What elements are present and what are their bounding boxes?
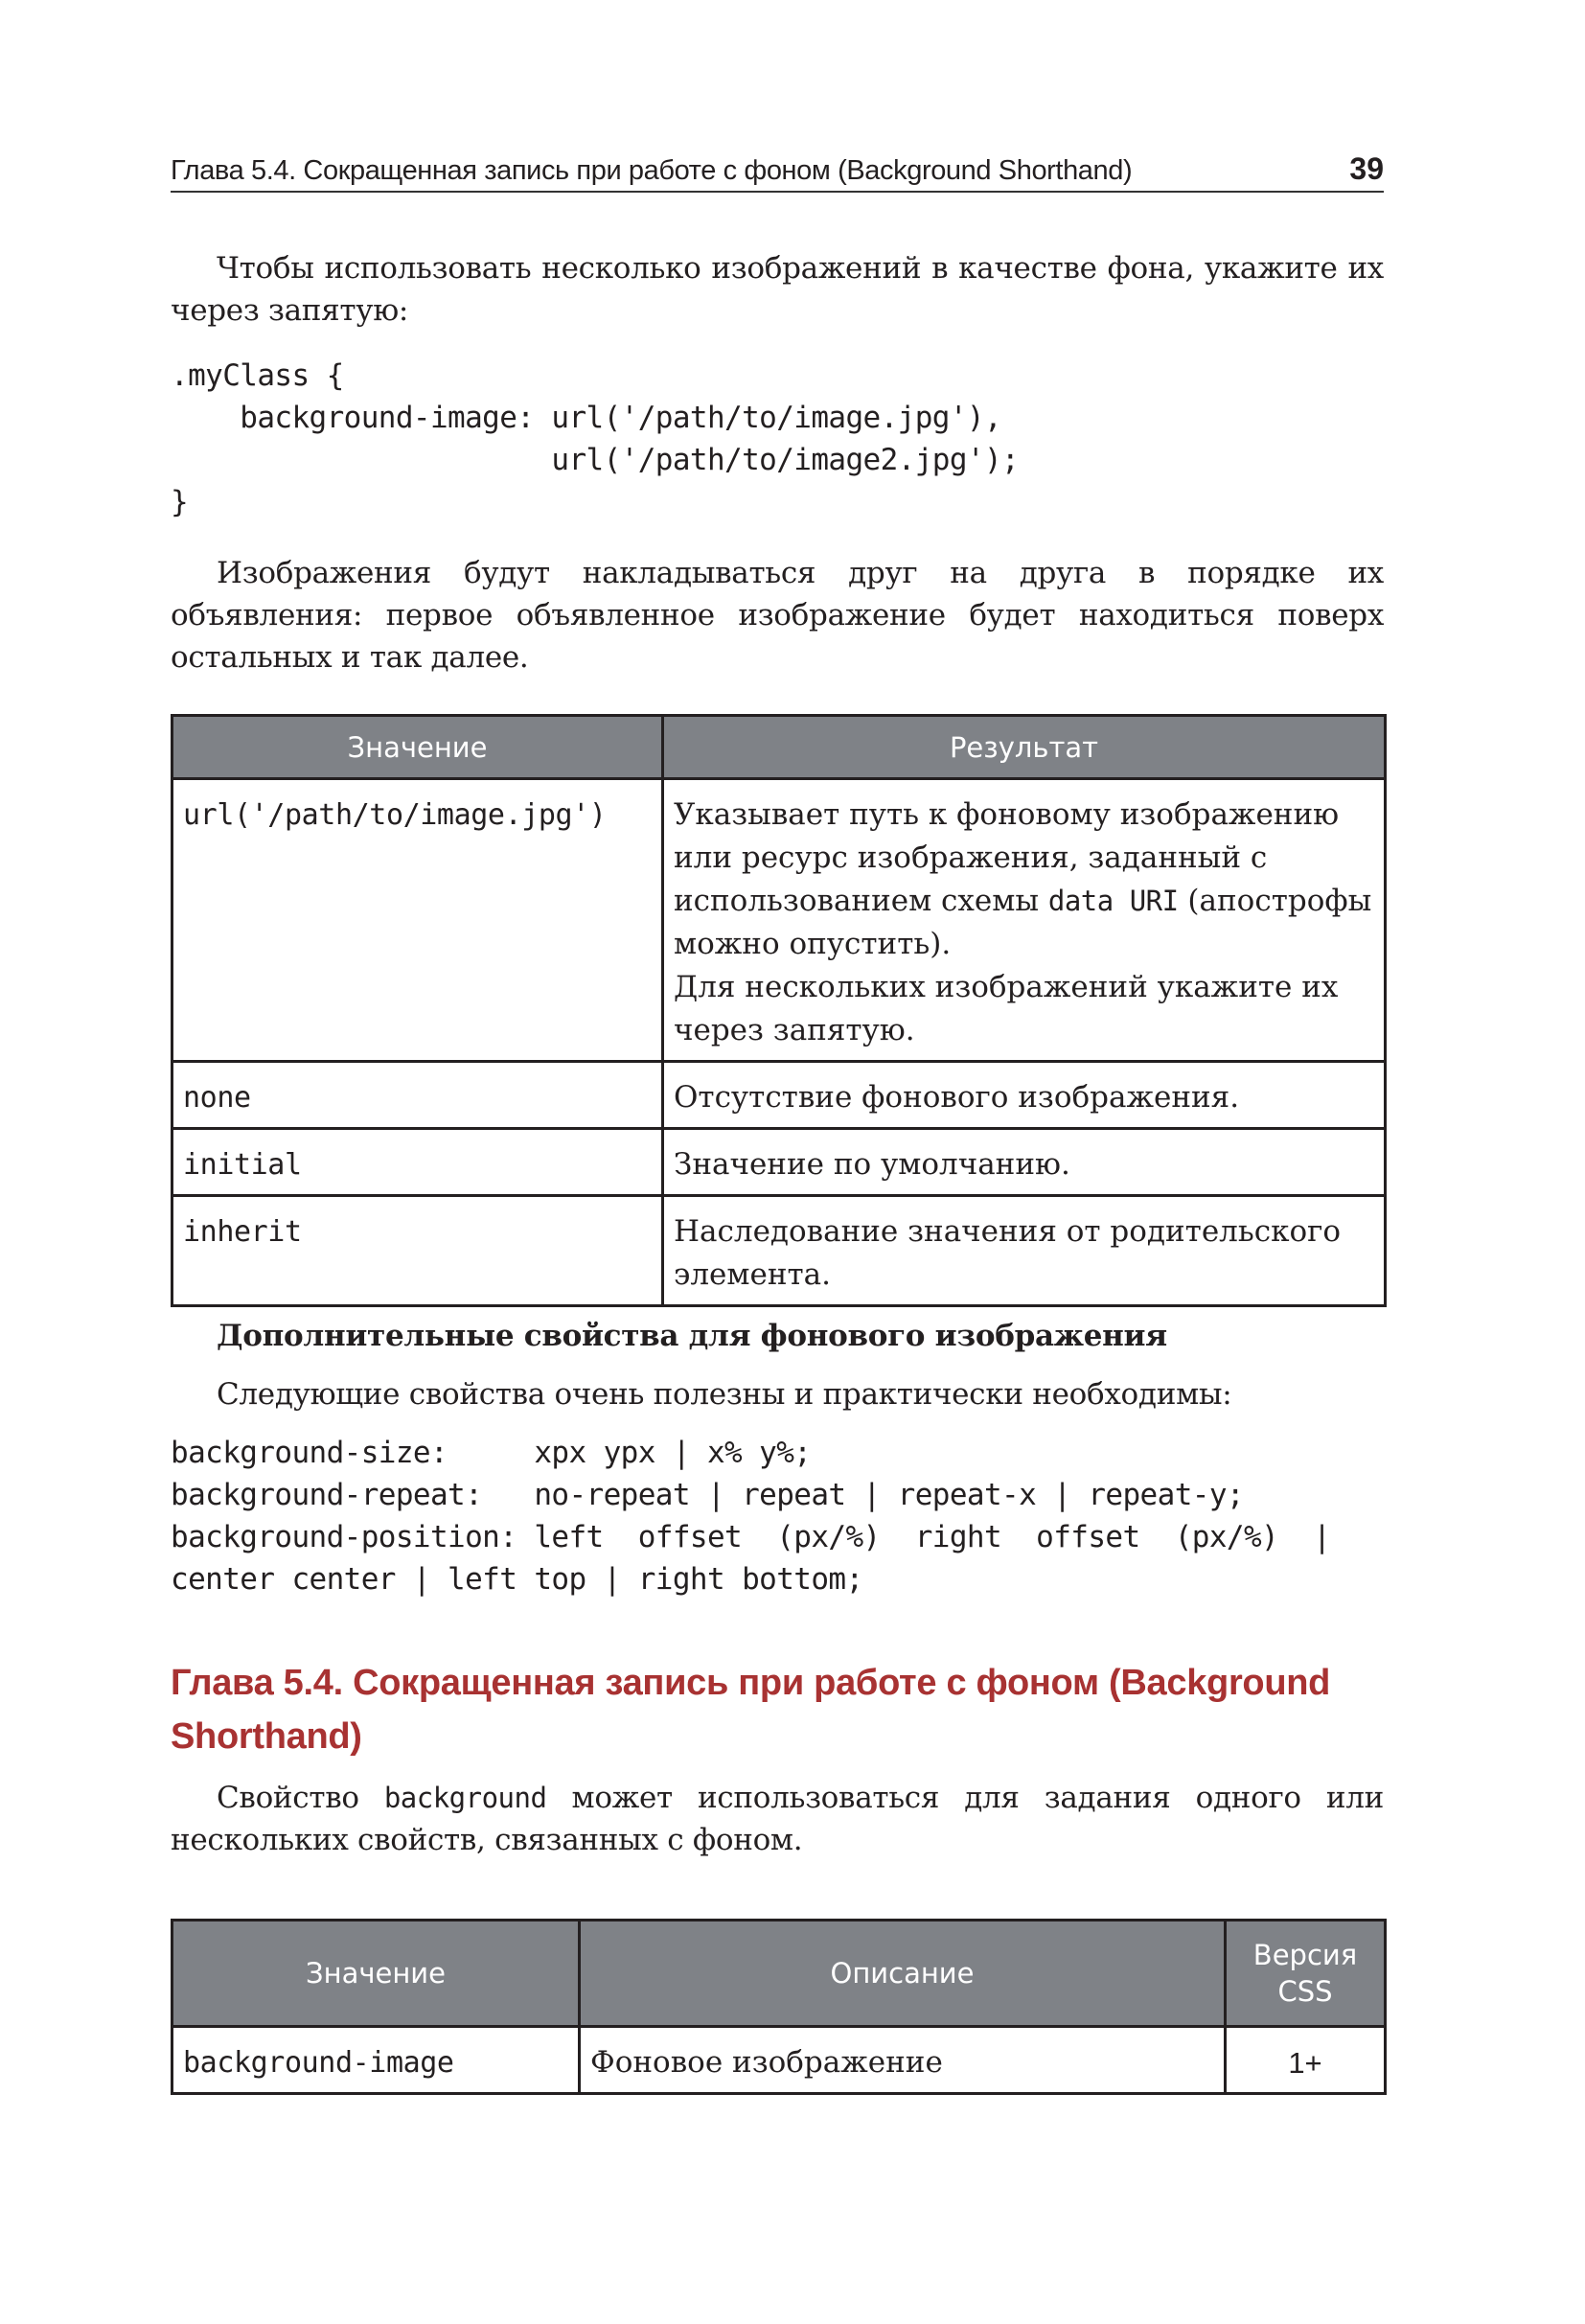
cell-value: url('/path/to/image.jpg') [172, 779, 663, 1062]
cell-result: Значение по умолчанию. [663, 1129, 1386, 1196]
cell-result [663, 779, 1386, 1062]
cell-value: inherit [172, 1196, 663, 1306]
code-line: .myClass { [171, 358, 344, 393]
code-line: center center | left top | right bottom; [171, 1562, 863, 1597]
layering-paragraph-block [171, 552, 1384, 679]
table-row [172, 1062, 1386, 1129]
additional-properties-intro [171, 1373, 1384, 1415]
code-line: url('/path/to/image2.jpg'); [171, 443, 1020, 477]
table-row [172, 779, 1386, 1062]
code-line: } [171, 485, 189, 519]
additional-properties-heading [171, 1315, 1384, 1357]
chapter-heading: Глава 5.4. Сокращенная запись при работе с фоном (Background Shorthand) [171, 1663, 1331, 1757]
table-header-row [172, 1921, 1386, 2027]
header-value: Значение [172, 716, 663, 779]
header-value: Значение [172, 1921, 580, 2027]
chapter-intro-code: background [383, 1782, 547, 1814]
table-row [172, 1129, 1386, 1196]
result-text: Для нескольких изображений укажите их через запятую. [674, 970, 1339, 1047]
header-result: Результат [663, 716, 1386, 779]
chapter-block [171, 1656, 1384, 1861]
cell-description: Фоновое изображение [580, 2027, 1226, 2094]
code-line: background-size: xpx ypx | x% y%; [171, 1436, 812, 1470]
values-table [171, 714, 1387, 1307]
chapter-intro-text: может использоваться для задания одного или нескольких свойств, связанных с фоном. [171, 1781, 1385, 1857]
shorthand-table [171, 1919, 1387, 2095]
values-table-block [171, 714, 1384, 1307]
table-row [172, 1196, 1386, 1306]
result-text: (апострофы можно опустить). [674, 884, 1372, 961]
shorthand-table-block [171, 1919, 1384, 2095]
properties-code [171, 1432, 1384, 1600]
running-header [171, 149, 1384, 193]
additional-properties-block [171, 1315, 1384, 1600]
header-css-version: Версия CSS [1226, 1921, 1386, 2027]
additional-properties-heading-text: Дополнительные свойства для фонового изображения [217, 1319, 1167, 1353]
cell-result: Наследование значения от родительского элемента. [663, 1196, 1386, 1306]
cell-value: initial [172, 1129, 663, 1196]
page-number: 39 [1349, 151, 1384, 186]
cell-value: none [172, 1062, 663, 1129]
additional-properties-intro-text: Следующие свойства очень полезны и практически необходимы: [217, 1377, 1232, 1412]
code-line: background-image: url('/path/to/image.jpg'), [171, 401, 1002, 435]
running-header-title: Глава 5.4. Сокращенная запись при работе с фоном (Background Shorthand) [171, 155, 1133, 186]
header-description: Описание [580, 1921, 1226, 2027]
chapter-intro-text: Свойство [217, 1781, 384, 1815]
code-example-1 [171, 355, 1384, 523]
table-header-row [172, 716, 1386, 779]
intro-paragraph [171, 247, 1384, 332]
intro-paragraph-text: Чтобы использовать несколько изображений в качестве фона, укажите их через запятую: [171, 251, 1384, 328]
code-line: background-position: left offset (px/%) right offset (px/%) | [171, 1520, 1331, 1554]
result-text: Указывает путь к фоновому изображению или ресурс изображения, заданный с использованием схемы [674, 797, 1340, 918]
code-line: background-repeat: no-repeat | repeat | repeat-x | repeat-y; [171, 1478, 1244, 1512]
cell-result: Отсутствие фонового изображения. [663, 1062, 1386, 1129]
cell-css-version: 1+ [1226, 2027, 1386, 2094]
cell-value: background-image [172, 2027, 580, 2094]
layering-paragraph [171, 552, 1384, 679]
table-row [172, 2027, 1386, 2094]
chapter-intro [171, 1777, 1384, 1861]
intro-paragraph-block [171, 247, 1384, 332]
result-inline-code: data URI [1047, 885, 1179, 917]
layering-paragraph-text: Изображения будут накладываться друг на друга в порядке их объявления: первое объявленное изображение будет находиться поверх остальных и так далее. [171, 556, 1384, 675]
